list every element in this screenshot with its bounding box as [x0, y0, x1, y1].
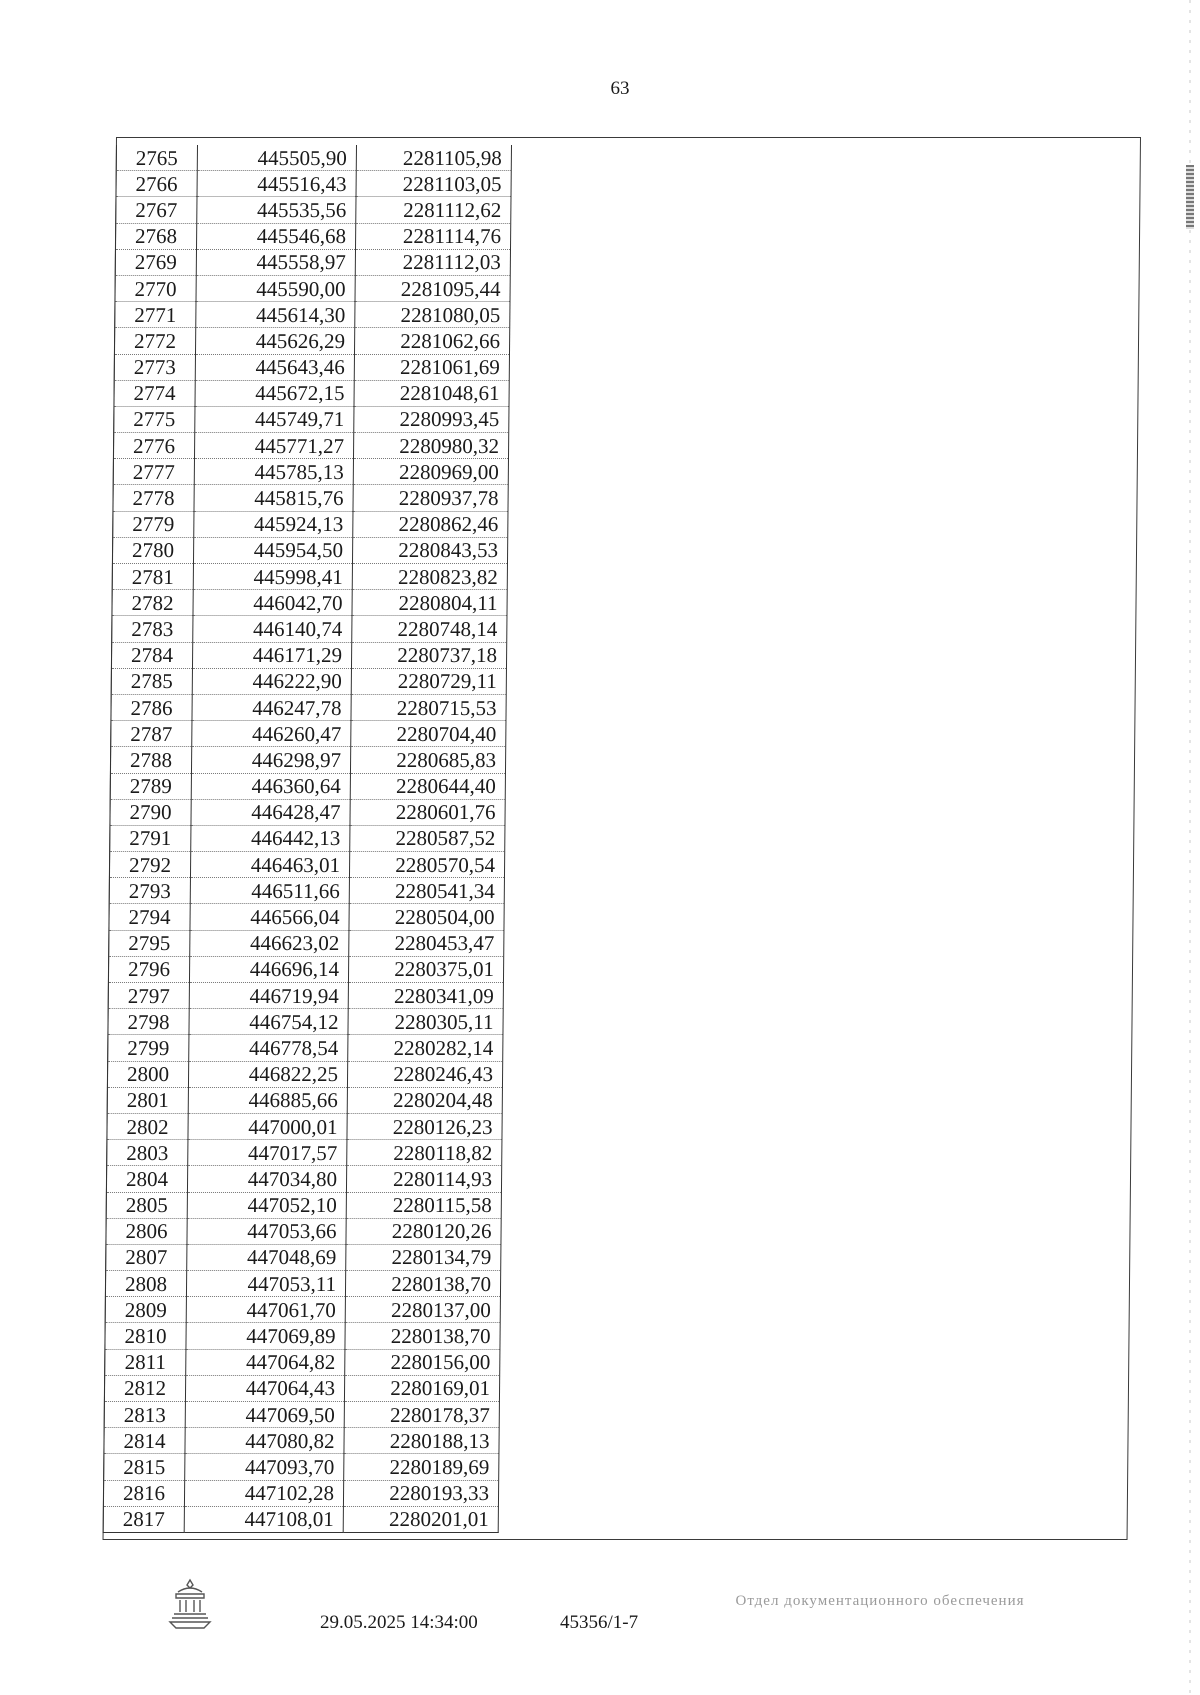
y-coordinate-cell: 2280504,00 — [349, 904, 504, 930]
x-coordinate-cell: 446511,66 — [190, 878, 349, 904]
point-number-cell: 2770 — [115, 275, 196, 301]
x-coordinate-cell: 447069,50 — [185, 1402, 344, 1428]
point-number-cell: 2776 — [113, 433, 194, 459]
x-coordinate-cell: 446623,02 — [190, 930, 349, 956]
table-row — [112, 590, 507, 616]
page-number: 63 — [610, 78, 630, 99]
point-number-cell: 2797 — [108, 983, 189, 1009]
y-coordinate-cell: 2280843,53 — [352, 537, 507, 563]
table-row — [109, 878, 504, 904]
point-number-cell: 2805 — [106, 1192, 187, 1218]
y-coordinate-cell: 2280969,00 — [353, 459, 508, 485]
table-row — [113, 433, 508, 459]
x-coordinate-cell: 445614,30 — [196, 302, 355, 328]
y-coordinate-cell: 2280993,45 — [354, 406, 509, 432]
y-coordinate-cell: 2280115,58 — [346, 1192, 501, 1218]
table-row — [103, 1480, 498, 1506]
point-number-cell: 2766 — [116, 171, 197, 197]
x-coordinate-cell: 445535,56 — [197, 197, 356, 223]
table-row — [105, 1271, 500, 1297]
y-coordinate-cell: 2280137,00 — [345, 1297, 500, 1323]
table-row — [110, 825, 505, 851]
x-coordinate-cell: 446754,12 — [189, 1009, 348, 1035]
x-coordinate-cell: 447034,80 — [187, 1166, 346, 1192]
point-number-cell: 2785 — [111, 668, 192, 694]
point-number-cell: 2804 — [106, 1166, 187, 1192]
point-number-cell: 2771 — [115, 302, 196, 328]
y-coordinate-cell: 2280685,83 — [350, 747, 505, 773]
scan-barcode-mark — [1186, 165, 1194, 229]
y-coordinate-cell: 2280601,76 — [350, 799, 505, 825]
table-row — [105, 1297, 500, 1323]
point-number-cell: 2807 — [106, 1244, 187, 1270]
x-coordinate-cell: 447053,11 — [186, 1271, 345, 1297]
x-coordinate-cell: 447108,01 — [184, 1506, 343, 1532]
point-number-cell: 2790 — [110, 799, 191, 825]
y-coordinate-cell: 2280204,48 — [347, 1087, 502, 1113]
table-row — [112, 616, 507, 642]
y-coordinate-cell: 2280804,11 — [352, 590, 507, 616]
y-coordinate-cell: 2280120,26 — [346, 1218, 501, 1244]
x-coordinate-cell: 445590,00 — [196, 275, 355, 301]
table-row — [114, 406, 509, 432]
x-coordinate-cell: 447064,82 — [186, 1349, 345, 1375]
table-row — [111, 642, 506, 668]
y-coordinate-cell: 2280246,43 — [347, 1061, 502, 1087]
point-number-cell: 2810 — [105, 1323, 186, 1349]
x-coordinate-cell: 445643,46 — [195, 354, 354, 380]
y-coordinate-cell: 2280644,40 — [350, 773, 505, 799]
table-row — [112, 537, 507, 563]
table-row — [115, 302, 510, 328]
table-row — [107, 1113, 502, 1139]
point-number-cell: 2775 — [114, 406, 195, 432]
table-row — [106, 1244, 501, 1270]
point-number-cell: 2802 — [107, 1113, 188, 1139]
point-number-cell: 2773 — [114, 354, 195, 380]
footer-registration-number: 45356/1-7 — [560, 1612, 639, 1633]
x-coordinate-cell: 447052,10 — [187, 1192, 346, 1218]
x-coordinate-cell: 445998,41 — [193, 564, 352, 590]
x-coordinate-cell: 446042,70 — [193, 590, 352, 616]
y-coordinate-cell: 2280169,01 — [344, 1375, 499, 1401]
x-coordinate-cell: 446822,25 — [188, 1061, 347, 1087]
y-coordinate-cell: 2280305,11 — [348, 1009, 503, 1035]
y-coordinate-cell: 2280570,54 — [349, 852, 504, 878]
x-coordinate-cell: 445558,97 — [196, 249, 355, 275]
x-coordinate-cell: 447102,28 — [184, 1480, 343, 1506]
y-coordinate-cell: 2280193,33 — [343, 1480, 498, 1506]
footer-department-stamp: Отдел документационного обеспечения — [735, 1593, 1025, 1609]
point-number-cell: 2786 — [111, 694, 192, 720]
y-coordinate-cell: 2281112,03 — [355, 249, 510, 275]
x-coordinate-cell: 446298,97 — [191, 747, 350, 773]
point-number-cell: 2809 — [105, 1297, 186, 1323]
point-number-cell: 2813 — [104, 1402, 185, 1428]
point-number-cell: 2793 — [109, 878, 190, 904]
y-coordinate-cell: 2281061,69 — [354, 354, 509, 380]
scan-edge-marks — [1186, 0, 1194, 1695]
x-coordinate-cell: 445505,90 — [197, 145, 356, 171]
table-row — [107, 1061, 502, 1087]
x-coordinate-cell: 446260,47 — [192, 721, 351, 747]
point-number-cell: 2778 — [113, 485, 194, 511]
point-number-cell: 2800 — [107, 1061, 188, 1087]
table-row — [115, 223, 510, 249]
point-number-cell: 2777 — [113, 459, 194, 485]
table-row — [114, 380, 509, 406]
y-coordinate-cell: 2280541,34 — [349, 878, 504, 904]
x-coordinate-cell: 445785,13 — [194, 459, 353, 485]
table-row — [115, 275, 510, 301]
table-row — [104, 1454, 499, 1480]
table-row — [111, 721, 506, 747]
table-row — [107, 1087, 502, 1113]
coordinates-table-body — [103, 145, 511, 1532]
point-number-cell: 2801 — [107, 1087, 188, 1113]
y-coordinate-cell: 2280189,69 — [344, 1454, 499, 1480]
table-row — [109, 930, 504, 956]
y-coordinate-cell: 2280862,46 — [353, 511, 508, 537]
point-number-cell: 2769 — [115, 249, 196, 275]
x-coordinate-cell: 447053,66 — [187, 1218, 346, 1244]
y-coordinate-cell: 2280823,82 — [352, 564, 507, 590]
point-number-cell: 2787 — [111, 721, 192, 747]
table-row — [103, 1506, 498, 1532]
x-coordinate-cell: 447000,01 — [188, 1113, 347, 1139]
x-coordinate-cell: 446171,29 — [192, 642, 351, 668]
table-row — [110, 747, 505, 773]
point-number-cell: 2817 — [103, 1506, 184, 1532]
point-number-cell: 2806 — [106, 1218, 187, 1244]
x-coordinate-cell: 445626,29 — [195, 328, 354, 354]
point-number-cell: 2815 — [104, 1454, 185, 1480]
y-coordinate-cell: 2280937,78 — [353, 485, 508, 511]
table-row — [108, 983, 503, 1009]
y-coordinate-cell: 2280737,18 — [351, 642, 506, 668]
x-coordinate-cell: 447048,69 — [187, 1244, 346, 1270]
y-coordinate-cell: 2280134,79 — [346, 1244, 501, 1270]
point-number-cell: 2808 — [105, 1271, 186, 1297]
point-number-cell: 2816 — [103, 1480, 184, 1506]
y-coordinate-cell: 2281062,66 — [354, 328, 509, 354]
point-number-cell: 2803 — [107, 1140, 188, 1166]
point-number-cell: 2799 — [108, 1035, 189, 1061]
y-coordinate-cell: 2280704,40 — [351, 721, 506, 747]
y-coordinate-cell: 2281105,98 — [356, 145, 511, 171]
y-coordinate-cell: 2281048,61 — [354, 380, 509, 406]
point-number-cell: 2774 — [114, 380, 195, 406]
point-number-cell: 2782 — [112, 590, 193, 616]
y-coordinate-cell: 2280715,53 — [351, 694, 506, 720]
point-number-cell: 2798 — [108, 1009, 189, 1035]
y-coordinate-cell: 2280126,23 — [347, 1113, 502, 1139]
y-coordinate-cell: 2281095,44 — [355, 275, 510, 301]
point-number-cell: 2780 — [112, 537, 193, 563]
x-coordinate-cell: 446885,66 — [188, 1087, 347, 1113]
x-coordinate-cell: 446428,47 — [191, 799, 350, 825]
y-coordinate-cell: 2280156,00 — [345, 1349, 500, 1375]
table-row — [111, 694, 506, 720]
point-number-cell: 2784 — [111, 642, 192, 668]
table-row — [111, 668, 506, 694]
point-number-cell: 2768 — [115, 223, 196, 249]
x-coordinate-cell: 445924,13 — [194, 511, 353, 537]
point-number-cell: 2765 — [116, 145, 197, 171]
y-coordinate-cell: 2281114,76 — [355, 223, 510, 249]
table-row — [112, 564, 507, 590]
y-coordinate-cell: 2280178,37 — [344, 1402, 499, 1428]
point-number-cell: 2781 — [112, 564, 193, 590]
y-coordinate-cell: 2280188,13 — [344, 1428, 499, 1454]
table-row — [113, 511, 508, 537]
y-coordinate-cell: 2280114,93 — [346, 1166, 501, 1192]
point-number-cell: 2783 — [112, 616, 193, 642]
table-row — [114, 354, 509, 380]
x-coordinate-cell: 445546,68 — [196, 223, 355, 249]
x-coordinate-cell: 447061,70 — [186, 1297, 345, 1323]
table-row — [106, 1166, 501, 1192]
point-number-cell: 2767 — [116, 197, 197, 223]
y-coordinate-cell: 2281080,05 — [355, 302, 510, 328]
x-coordinate-cell: 446778,54 — [189, 1035, 348, 1061]
y-coordinate-cell: 2280201,01 — [343, 1506, 498, 1532]
point-number-cell: 2814 — [104, 1428, 185, 1454]
x-coordinate-cell: 445672,15 — [195, 380, 354, 406]
y-coordinate-cell: 2281103,05 — [356, 171, 511, 197]
y-coordinate-cell: 2280138,70 — [345, 1271, 500, 1297]
x-coordinate-cell: 446566,04 — [190, 904, 349, 930]
x-coordinate-cell: 446696,14 — [189, 956, 348, 982]
table-row — [104, 1428, 499, 1454]
point-number-cell: 2811 — [105, 1349, 186, 1375]
x-coordinate-cell: 445749,71 — [195, 406, 354, 432]
point-number-cell: 2772 — [114, 328, 195, 354]
point-number-cell: 2794 — [109, 904, 190, 930]
point-number-cell: 2791 — [110, 825, 191, 851]
table-row — [113, 459, 508, 485]
point-number-cell: 2789 — [110, 773, 191, 799]
x-coordinate-cell: 445771,27 — [194, 433, 353, 459]
y-coordinate-cell: 2280138,70 — [345, 1323, 500, 1349]
x-coordinate-cell: 445516,43 — [197, 171, 356, 197]
table-row — [109, 852, 504, 878]
point-number-cell: 2792 — [109, 852, 190, 878]
x-coordinate-cell: 446719,94 — [189, 983, 348, 1009]
table-row — [108, 1009, 503, 1035]
x-coordinate-cell: 446140,74 — [193, 616, 352, 642]
y-coordinate-cell: 2280282,14 — [348, 1035, 503, 1061]
table-row — [110, 799, 505, 825]
table-row — [116, 197, 511, 223]
x-coordinate-cell: 446442,13 — [191, 825, 350, 851]
x-coordinate-cell: 447093,70 — [185, 1454, 344, 1480]
x-coordinate-cell: 446222,90 — [192, 668, 351, 694]
x-coordinate-cell: 447080,82 — [185, 1428, 344, 1454]
point-number-cell: 2779 — [113, 511, 194, 537]
table-row — [105, 1323, 500, 1349]
y-coordinate-cell: 2280587,52 — [350, 825, 505, 851]
y-coordinate-cell: 2280980,32 — [353, 433, 508, 459]
table-row — [108, 956, 503, 982]
x-coordinate-cell: 446360,64 — [191, 773, 350, 799]
x-coordinate-cell: 446247,78 — [192, 694, 351, 720]
coordinates-table — [103, 145, 512, 1533]
x-coordinate-cell: 447017,57 — [188, 1140, 347, 1166]
table-row — [104, 1375, 499, 1401]
table-row — [109, 904, 504, 930]
y-coordinate-cell: 2280729,11 — [351, 668, 506, 694]
table-row — [115, 249, 510, 275]
table-row — [113, 485, 508, 511]
table-row — [116, 145, 511, 171]
y-coordinate-cell: 2280453,47 — [349, 930, 504, 956]
point-number-cell: 2812 — [104, 1375, 185, 1401]
point-number-cell: 2795 — [109, 930, 190, 956]
point-number-cell: 2796 — [108, 956, 189, 982]
point-number-cell: 2788 — [110, 747, 191, 773]
table-row — [108, 1035, 503, 1061]
table-row — [110, 773, 505, 799]
x-coordinate-cell: 445815,76 — [194, 485, 353, 511]
table-row — [107, 1140, 502, 1166]
x-coordinate-cell: 447069,89 — [186, 1323, 345, 1349]
y-coordinate-cell: 2280118,82 — [347, 1140, 502, 1166]
y-coordinate-cell: 2280341,09 — [348, 983, 503, 1009]
x-coordinate-cell: 446463,01 — [190, 852, 349, 878]
y-coordinate-cell: 2281112,62 — [356, 197, 511, 223]
y-coordinate-cell: 2280748,14 — [352, 616, 507, 642]
emblem-icon — [166, 1578, 214, 1630]
table-row — [116, 171, 511, 197]
table-row — [106, 1218, 501, 1244]
table-row — [114, 328, 509, 354]
footer-date-time: 29.05.2025 14:34:00 — [320, 1612, 478, 1633]
table-row — [105, 1349, 500, 1375]
x-coordinate-cell: 447064,43 — [185, 1375, 344, 1401]
table-row — [106, 1192, 501, 1218]
x-coordinate-cell: 445954,50 — [193, 537, 352, 563]
table-row — [104, 1402, 499, 1428]
y-coordinate-cell: 2280375,01 — [348, 956, 503, 982]
